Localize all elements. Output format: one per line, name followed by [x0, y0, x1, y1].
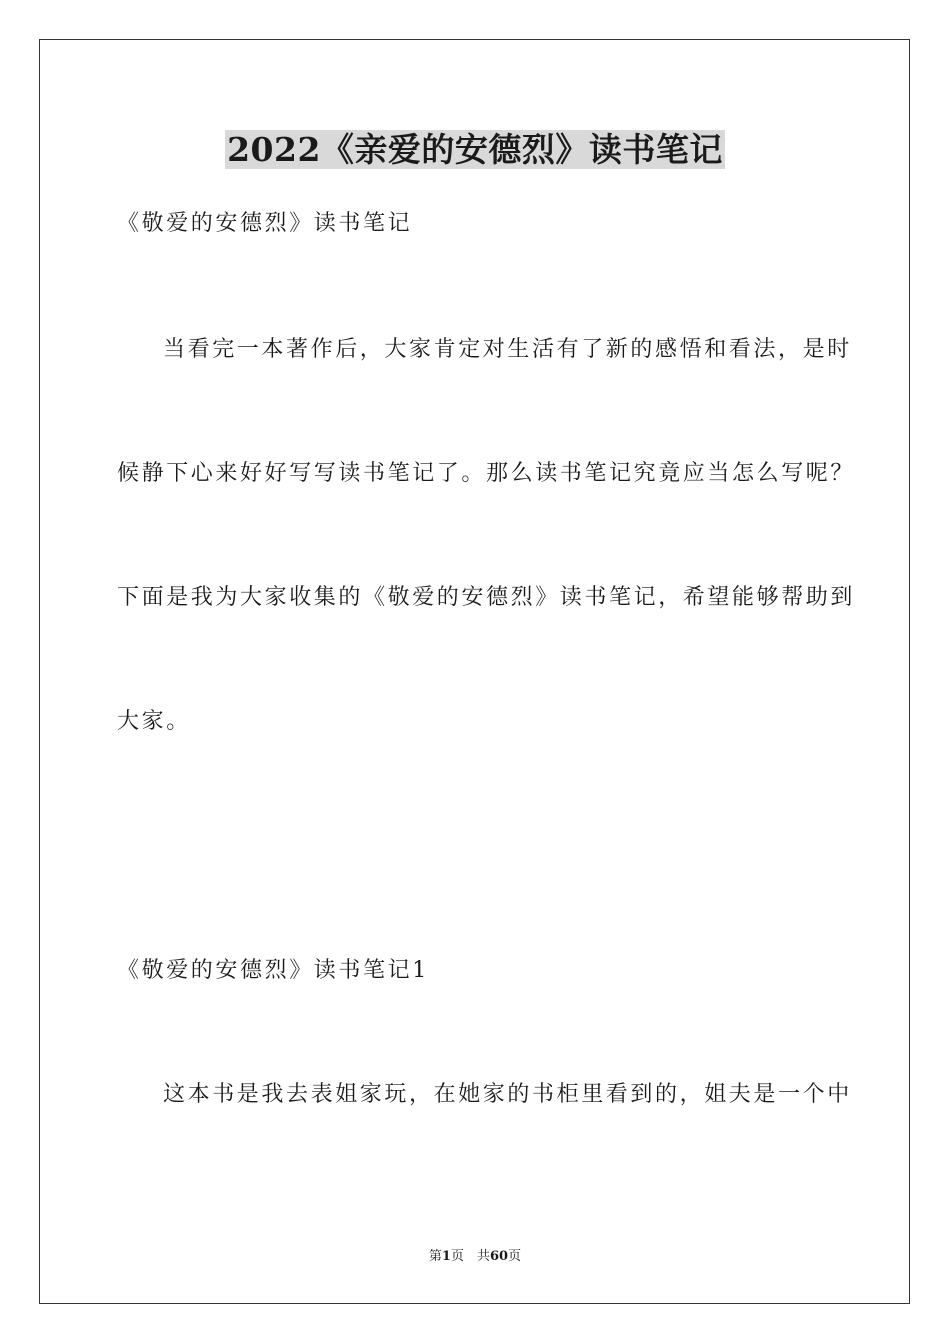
- footer-mid: 页 共: [450, 1249, 490, 1264]
- footer-total-pages: 60: [489, 1249, 509, 1264]
- document-title-text: 2022《亲爱的安德烈》读书笔记: [227, 130, 723, 169]
- intro-line-2: 候静下心来好好写写读书笔记了。那么读书笔记究竟应当怎么写呢？: [117, 461, 856, 486]
- document-subtitle: 《敬爱的安德烈》读书笔记: [117, 211, 413, 236]
- intro-line-3: 下面是我为大家收集的《敬爱的安德烈》读书笔记，希望能够帮助到: [117, 585, 856, 610]
- document-title: [0, 128, 950, 172]
- footer-suffix: 页: [508, 1249, 522, 1264]
- section-heading: 《敬爱的安德烈》读书笔记1: [117, 958, 429, 983]
- footer-prefix: 第: [428, 1249, 442, 1264]
- intro-line-1: 当看完一本著作后，大家肯定对生活有了新的感悟和看法，是时: [163, 337, 852, 362]
- section-line-1: 这本书是我去表姐家玩，在她家的书柜里看到的，姐夫是一个中: [163, 1082, 852, 1107]
- footer-current-page: 1: [441, 1249, 451, 1264]
- page-footer: [0, 1248, 950, 1266]
- intro-line-4: 大家。: [117, 709, 191, 734]
